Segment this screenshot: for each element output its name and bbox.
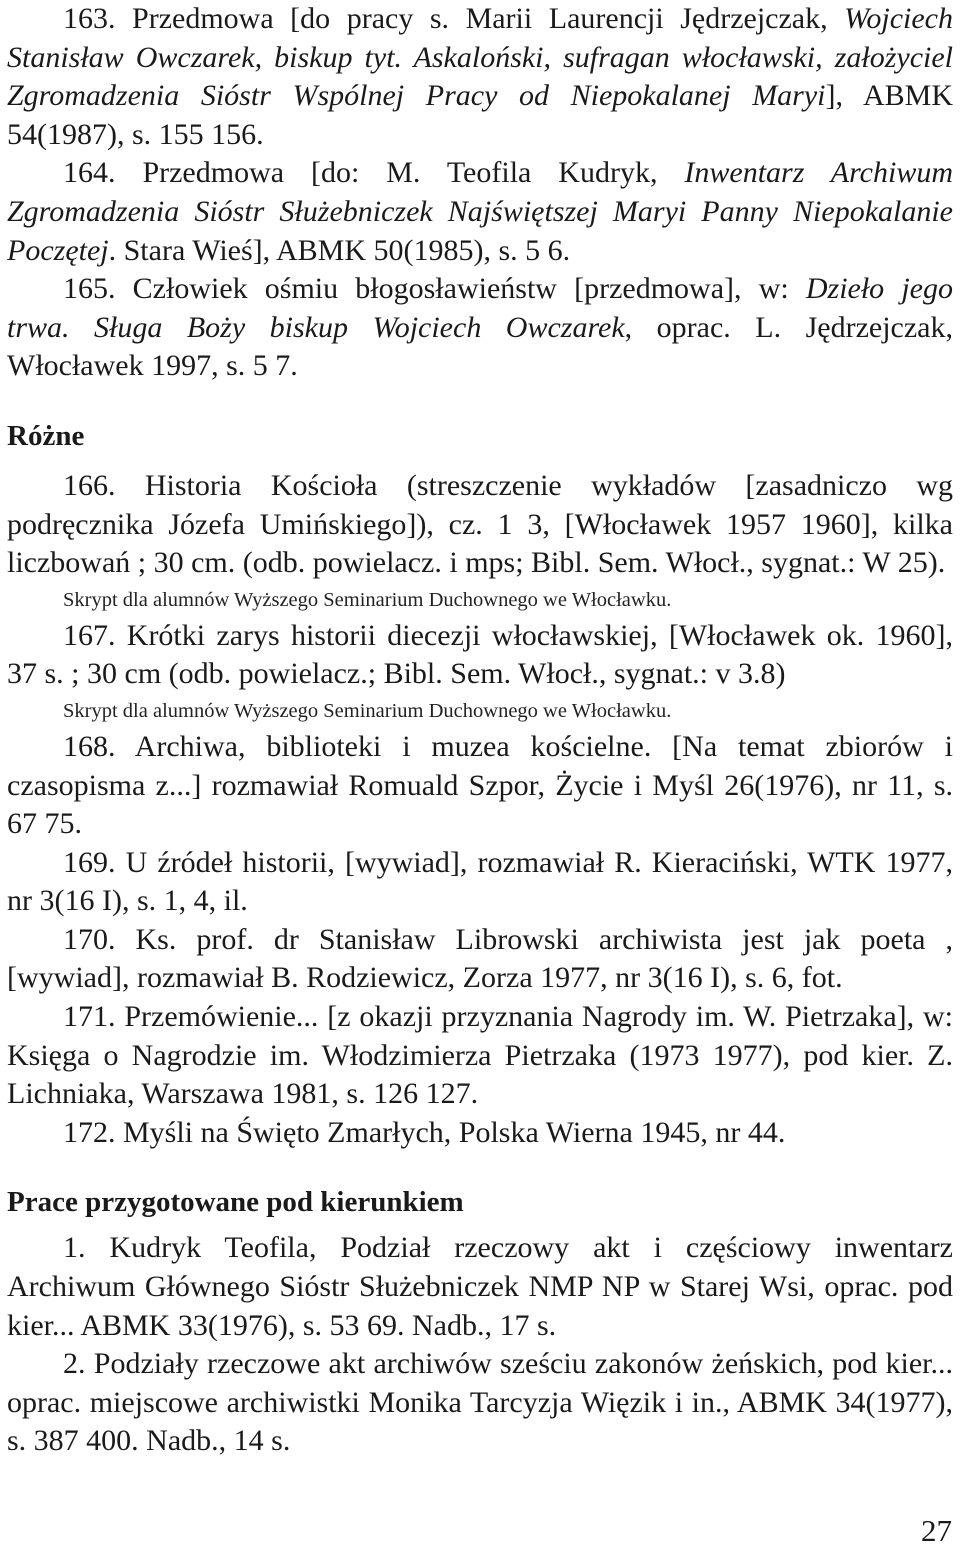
bibliography-entry [7, 0, 953, 154]
entry-text: , oprac. L. Jędrzejczak, Włocławek 1997, s. 5 7. [7, 310, 953, 383]
entry-text: 1. Kudryk Teofila, Podział rzeczowy akt i częściowy inwentarz Archiwum Głównego Sióstr Służebniczek NMP NP w Starej Wsi, oprac. pod kier... ABMK 33(1976), s. 53 69. Nadb., 17 s. [7, 1231, 953, 1342]
entry-text: 171. Przemówienie... [z okazji przyznania Nagrody im. W. Pietrzaka], w: Księga o Nagrodzie im. Włodzimierza Pietrzaka (1973 1977), pod kier. Z. Lichniaka, Warszawa 1981, s. 126 127. [7, 1000, 953, 1111]
entry-text: 167. Krótki zarys historii diecezji włocławskiej, [Włocławek ok. 1960], 37 s. ; 30 cm (odb. powielacz.; Bibl. Sem. Włocł., sygnat.: v 3.8) [7, 618, 953, 691]
entry-text: 170. Ks. prof. dr Stanisław Librowski archiwista jest jak poeta , [wywiad], rozmawiał B. Rodziewicz, Zorza 1977, nr 3(16 I), s. 6, fot. [7, 922, 953, 995]
page-number: 27 [921, 1513, 952, 1548]
entry-text: 169. U źródeł historii, [wywiad], rozmawiał R. Kieraciński, WTK 1977, nr 3(16 I), s. 1, 4, il. [7, 845, 953, 918]
bibliography-entry [7, 1229, 953, 1345]
bibliography-entry [7, 1114, 953, 1153]
bibliography-entry [7, 844, 953, 921]
section-prace-entries [7, 1229, 953, 1461]
bibliography-entry [7, 728, 953, 844]
section-rozne-entries [7, 467, 953, 1153]
entry-note: Skrypt dla alumnów Wyższego Seminarium Duchownego we Włocławku. [63, 699, 672, 722]
entry-text: 2. Podziały rzeczowe akt archiwów sześciu zakonów żeńskich, pod kier... oprac. miejscowe archiwistki Monika Tarcyzja Więzik i in., ABMK 34(1977), s. 387 400. Nadb., 14 s. [7, 1347, 953, 1458]
bibliography-entry [7, 467, 953, 583]
entry-text: . Stara Wieś], ABMK 50(1985), s. 5 6. [108, 233, 571, 267]
section-heading-rozne: Różne [7, 419, 85, 452]
section-heading-prace: Prace przygotowane pod kierunkiem [7, 1186, 464, 1219]
entry-text: 172. Myśli na Święto Zmarłych, Polska Wierna 1945, nr 44. [63, 1115, 786, 1149]
bibliography-entry [7, 1345, 953, 1461]
entry-note: Skrypt dla alumnów Wyższego Seminarium Duchownego we Włocławku. [63, 588, 672, 611]
entry-title-italic: Inwentarz Archiwum Zgromadzenia Sióstr Służebniczek Najświętszej Maryi Panny Niepokalanie Poczętej [7, 156, 953, 267]
bibliography-entry [7, 921, 953, 998]
entry-title-italic: Dzieło jego trwa. Sługa Boży biskup Wojciech Owczarek [7, 272, 953, 344]
entry-text: 165. Człowiek ośmiu błogosławieństw [przedmowa], w: [63, 272, 806, 306]
entry-text: ], ABMK 54(1987), s. 155 156. [7, 79, 953, 151]
entry-text: 163. Przedmowa [do pracy s. Marii Laurencji Jędrzejczak, [63, 2, 845, 35]
entry-text: 168. Archiwa, biblioteki i muzea kościelne. [Na temat zbiorów i czasopisma z...] rozmawiał Romuald Szpor, Życie i Myśl 26(1976), nr 11, s. 67 75. [7, 729, 953, 841]
bibliography-entry [7, 617, 953, 694]
entry-title-italic: Wojciech Stanisław Owczarek, biskup tyt. Askaloński, sufragan włocławski, założyciel Zgromadzenia Sióstr Wspólnej Pracy od Niepokalanej Maryi [7, 2, 953, 113]
entry-text: 166. Historia Kościoła (streszczenie wykładów [zasadniczo wg podręcznika Józefa Umińskiego]), cz. 1 3, [Włocławek 1957 1960], kilka liczbowań ; 30 cm. (odb. powielacz. i mps; Bibl. Sem. Włocł., sygnat.: W 25). [7, 468, 953, 580]
page-content [7, 0, 953, 1461]
bibliography-entry [7, 998, 953, 1114]
entry-text: 164. Przedmowa [do: M. Teofila Kudryk, [63, 156, 685, 190]
entries-before [7, 0, 953, 386]
bibliography-entry [7, 154, 953, 270]
bibliography-entry [7, 270, 953, 386]
